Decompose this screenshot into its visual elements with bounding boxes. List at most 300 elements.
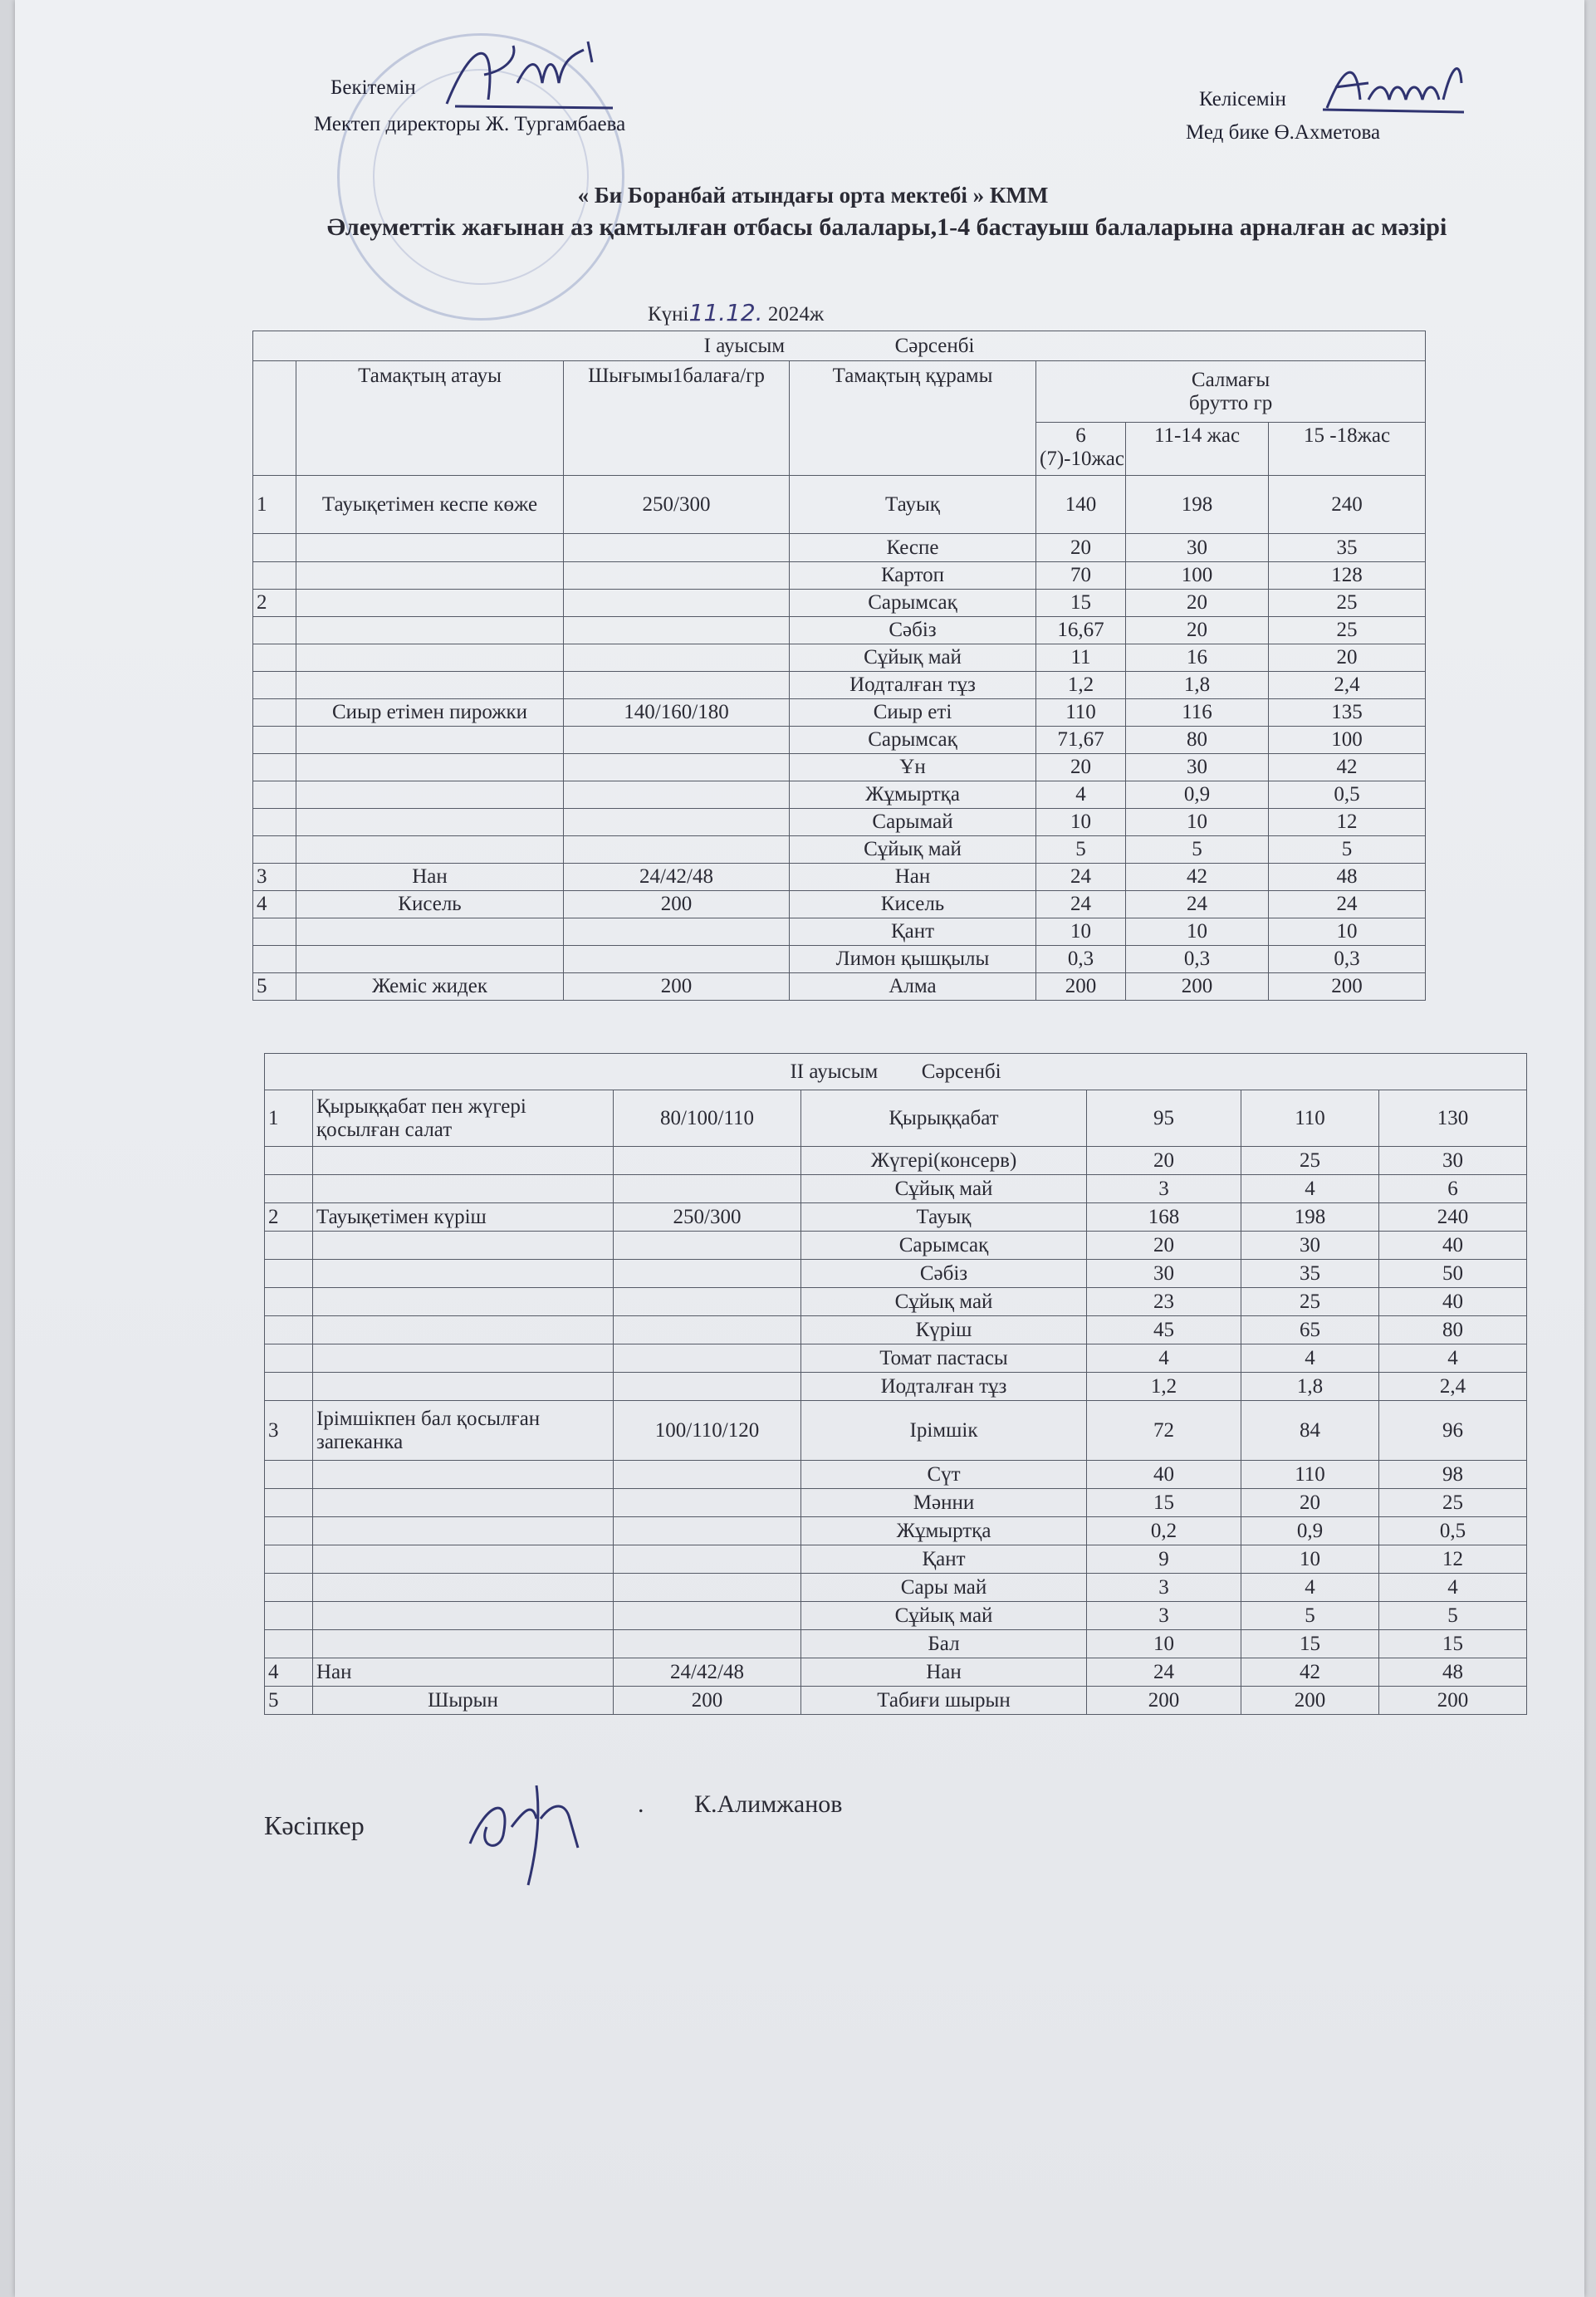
table-row (253, 672, 1426, 699)
cell-name (313, 1461, 614, 1489)
cell-v2: 198 (1241, 1203, 1379, 1232)
cell-yield: 24/42/48 (564, 864, 790, 891)
cell-v3: 40 (1379, 1288, 1527, 1316)
cell-ingredient: Сарымай (790, 809, 1036, 836)
cell-no: 1 (253, 476, 296, 534)
cell-ingredient: Мәнни (801, 1489, 1087, 1517)
table-row (253, 644, 1426, 672)
cell-yield (564, 809, 790, 836)
cell-v3: 240 (1379, 1203, 1527, 1232)
cell-no (265, 1630, 313, 1658)
table-row (265, 1316, 1527, 1344)
cell-name (313, 1260, 614, 1288)
cell-name: Тауықетімен күріш (313, 1203, 614, 1232)
cell-ingredient: Сәбіз (790, 617, 1036, 644)
cell-ingredient: Қант (790, 918, 1036, 946)
cell-name: Кисель (296, 891, 564, 918)
nurse-label: Мед бике Ө.Ахметова (1186, 121, 1381, 144)
cell-yield (614, 1344, 801, 1373)
cell-v2: 4 (1241, 1175, 1379, 1203)
cell-yield (614, 1517, 801, 1545)
cell-no (253, 644, 296, 672)
shift2-label: II ауысым (790, 1060, 879, 1083)
cell-ingredient: Ұн (790, 754, 1036, 781)
cell-v1: 3 (1087, 1175, 1241, 1203)
cell-yield: 100/110/120 (614, 1401, 801, 1461)
cell-v1: 20 (1087, 1147, 1241, 1175)
cell-v1: 1,2 (1087, 1373, 1241, 1401)
table-row (253, 973, 1426, 1001)
cell-v1: 168 (1087, 1203, 1241, 1232)
cell-no (265, 1316, 313, 1344)
cell-v2: 35 (1241, 1260, 1379, 1288)
cell-ingredient: Иодталған тұз (790, 672, 1036, 699)
cell-no: 3 (265, 1401, 313, 1461)
cell-no (265, 1373, 313, 1401)
cell-v3: 12 (1269, 809, 1426, 836)
cell-v1: 24 (1036, 864, 1126, 891)
cell-ingredient: Сары май (801, 1574, 1087, 1602)
cell-v1: 3 (1087, 1602, 1241, 1630)
cell-name (313, 1373, 614, 1401)
table-row (253, 918, 1426, 946)
table-row (265, 1373, 1527, 1401)
cell-yield (564, 754, 790, 781)
cell-no (253, 562, 296, 590)
cell-v2: 0,9 (1126, 781, 1269, 809)
cell-name (313, 1602, 614, 1630)
cell-v3: 96 (1379, 1401, 1527, 1461)
cell-name (313, 1545, 614, 1574)
cell-v3: 128 (1269, 562, 1426, 590)
cell-v1: 24 (1087, 1658, 1241, 1687)
cell-v3: 10 (1269, 918, 1426, 946)
cell-v2: 110 (1241, 1090, 1379, 1147)
table-row (265, 1687, 1527, 1715)
cell-yield: 140/160/180 (564, 699, 790, 727)
cell-yield (614, 1630, 801, 1658)
entrepreneur-label: Кәсіпкер (264, 1810, 365, 1840)
cell-v2: 42 (1126, 864, 1269, 891)
table-row (265, 1260, 1527, 1288)
cell-v1: 23 (1087, 1288, 1241, 1316)
cell-ingredient: Томат пастасы (801, 1344, 1087, 1373)
cell-no: 2 (253, 590, 296, 617)
cell-v1: 10 (1036, 918, 1126, 946)
cell-name: Қырыққабат пен жүгері қосылған салат (313, 1090, 614, 1147)
cell-yield (564, 534, 790, 562)
cell-no (253, 727, 296, 754)
cell-v3: 24 (1269, 891, 1426, 918)
cell-name (296, 617, 564, 644)
cell-v2: 15 (1241, 1630, 1379, 1658)
col-composition-header: Тамақтың құрамы (790, 361, 1036, 476)
cell-name: Нан (296, 864, 564, 891)
cell-v2: 42 (1241, 1658, 1379, 1687)
cell-v3: 12 (1379, 1545, 1527, 1574)
cell-ingredient: Тауық (801, 1203, 1087, 1232)
cell-v3: 200 (1269, 973, 1426, 1001)
cell-ingredient: Картоп (790, 562, 1036, 590)
cell-yield (614, 1260, 801, 1288)
cell-no (253, 946, 296, 973)
cell-yield (614, 1175, 801, 1203)
cell-v3: 6 (1379, 1175, 1527, 1203)
shift2-day: Сәрсенбі (921, 1060, 1001, 1083)
shift1-title-cell (253, 331, 1426, 361)
cell-yield: 24/42/48 (614, 1658, 801, 1687)
cell-v1: 20 (1036, 534, 1126, 562)
cell-v2: 16 (1126, 644, 1269, 672)
cell-v2: 10 (1126, 918, 1269, 946)
cell-v3: 4 (1379, 1344, 1527, 1373)
cell-yield (614, 1545, 801, 1574)
cell-v3: 80 (1379, 1316, 1527, 1344)
cell-v2: 5 (1126, 836, 1269, 864)
cell-v1: 40 (1087, 1461, 1241, 1489)
cell-v3: 20 (1269, 644, 1426, 672)
cell-name (313, 1489, 614, 1517)
cell-name (296, 644, 564, 672)
cell-name: Шырын (313, 1687, 614, 1715)
cell-ingredient: Сиыр еті (790, 699, 1036, 727)
cell-v1: 15 (1087, 1489, 1241, 1517)
cell-name: Нан (313, 1658, 614, 1687)
cell-v1: 110 (1036, 699, 1126, 727)
date-year: 2024ж (767, 303, 825, 326)
table-row (265, 1574, 1527, 1602)
director-label: Мектеп директоры Ж. Тургамбаева (314, 113, 626, 135)
cell-ingredient: Сүт (801, 1461, 1087, 1489)
table-row (265, 1203, 1527, 1232)
cell-name (296, 590, 564, 617)
col-name-header: Тамақтың атауы (296, 361, 564, 476)
cell-no (265, 1489, 313, 1517)
cell-v3: 5 (1379, 1602, 1527, 1630)
cell-v1: 16,67 (1036, 617, 1126, 644)
cell-v2: 116 (1126, 699, 1269, 727)
cell-yield (564, 918, 790, 946)
cell-v3: 130 (1379, 1090, 1527, 1147)
cell-name (296, 836, 564, 864)
cell-ingredient: Ірімшік (801, 1401, 1087, 1461)
cell-no (265, 1574, 313, 1602)
cell-ingredient: Қант (801, 1545, 1087, 1574)
cell-yield (614, 1602, 801, 1630)
table-row (253, 727, 1426, 754)
cell-yield (564, 946, 790, 973)
cell-v2: 5 (1241, 1602, 1379, 1630)
cell-no: 3 (253, 864, 296, 891)
table-row (265, 1602, 1527, 1630)
cell-name (296, 672, 564, 699)
table-row (265, 1630, 1527, 1658)
cell-v2: 30 (1126, 754, 1269, 781)
cell-no (265, 1545, 313, 1574)
cell-v2: 20 (1126, 617, 1269, 644)
cell-ingredient: Табиғи шырын (801, 1687, 1087, 1715)
agree-label: Келісемін (1199, 88, 1286, 110)
cell-name (296, 781, 564, 809)
entrepreneur-name: К.Алимжанов (694, 1790, 843, 1818)
cell-no (253, 754, 296, 781)
cell-name (313, 1517, 614, 1545)
cell-no (253, 672, 296, 699)
cell-name (296, 534, 564, 562)
entrepreneur-signature (453, 1769, 619, 1893)
cell-yield (614, 1316, 801, 1344)
table-row (253, 836, 1426, 864)
cell-no: 1 (265, 1090, 313, 1147)
school-name: « Би Боранбай атындағы орта мектебі » КММ (577, 183, 1049, 208)
cell-ingredient: Жұмыртқа (790, 781, 1036, 809)
cell-v3: 48 (1269, 864, 1426, 891)
cell-ingredient: Бал (801, 1630, 1087, 1658)
cell-no: 5 (253, 973, 296, 1001)
cell-ingredient: Лимон қышқылы (790, 946, 1036, 973)
cell-yield: 80/100/110 (614, 1090, 801, 1147)
cell-yield (614, 1147, 801, 1175)
cell-no (253, 781, 296, 809)
cell-yield (564, 617, 790, 644)
cell-v2: 200 (1126, 973, 1269, 1001)
cell-no (265, 1175, 313, 1203)
table-row (265, 1090, 1527, 1147)
col-yield-header: Шығымы1балаға/гр (564, 361, 790, 476)
cell-no (265, 1260, 313, 1288)
date-prefix: Күні (648, 303, 689, 326)
cell-name (296, 727, 564, 754)
cell-v1: 200 (1087, 1687, 1241, 1715)
cell-no (265, 1517, 313, 1545)
cell-v1: 20 (1087, 1232, 1241, 1260)
cell-v2: 25 (1241, 1147, 1379, 1175)
table-row (265, 1658, 1527, 1687)
cell-v3: 2,4 (1269, 672, 1426, 699)
cell-ingredient: Жүгері(консерв) (801, 1147, 1087, 1175)
cell-no (265, 1344, 313, 1373)
cell-v3: 15 (1379, 1630, 1527, 1658)
cell-no: 5 (265, 1687, 313, 1715)
cell-no (265, 1288, 313, 1316)
shift2-rows (265, 1090, 1527, 1715)
cell-v3: 35 (1269, 534, 1426, 562)
cell-name: Жеміс жидек (296, 973, 564, 1001)
col-age2-header: 11-14 жас (1126, 423, 1269, 476)
shift1-label: I ауысым (703, 334, 786, 357)
cell-no (253, 836, 296, 864)
cell-ingredient: Алма (790, 973, 1036, 1001)
cell-v2: 4 (1241, 1574, 1379, 1602)
cell-yield (564, 781, 790, 809)
cell-yield (564, 590, 790, 617)
cell-v1: 24 (1036, 891, 1126, 918)
cell-ingredient: Сұйық май (801, 1288, 1087, 1316)
cell-v1: 4 (1036, 781, 1126, 809)
cell-yield: 250/300 (564, 476, 790, 534)
table-row (253, 476, 1426, 534)
cell-v3: 135 (1269, 699, 1426, 727)
cell-yield (614, 1489, 801, 1517)
cell-ingredient: Сұйық май (790, 644, 1036, 672)
cell-v3: 25 (1269, 617, 1426, 644)
table-row (253, 809, 1426, 836)
table-row (265, 1288, 1527, 1316)
table-row (265, 1147, 1527, 1175)
cell-v1: 4 (1087, 1344, 1241, 1373)
cell-yield (614, 1373, 801, 1401)
menu-date (648, 299, 824, 326)
cell-ingredient: Иодталған тұз (801, 1373, 1087, 1401)
cell-v1: 95 (1087, 1090, 1241, 1147)
cell-v2: 1,8 (1241, 1373, 1379, 1401)
cell-yield (564, 836, 790, 864)
cell-v2: 84 (1241, 1401, 1379, 1461)
cell-ingredient: Кеспе (790, 534, 1036, 562)
cell-v2: 1,8 (1126, 672, 1269, 699)
cell-v2: 10 (1241, 1545, 1379, 1574)
cell-no (253, 617, 296, 644)
table-row (253, 617, 1426, 644)
cell-v1: 0,2 (1087, 1517, 1241, 1545)
table-row (265, 1489, 1527, 1517)
cell-yield: 200 (564, 973, 790, 1001)
approve-label: Бекітемін (330, 76, 416, 99)
cell-name (313, 1316, 614, 1344)
cell-name (296, 946, 564, 973)
cell-v1: 11 (1036, 644, 1126, 672)
cell-v3: 2,4 (1379, 1373, 1527, 1401)
cell-v3: 5 (1269, 836, 1426, 864)
cell-v1: 20 (1036, 754, 1126, 781)
table-row (253, 590, 1426, 617)
cell-yield (564, 727, 790, 754)
cell-ingredient: Сарымсақ (790, 727, 1036, 754)
cell-v1: 72 (1087, 1401, 1241, 1461)
shift1-rows (253, 476, 1426, 1001)
cell-ingredient: Нан (790, 864, 1036, 891)
cell-v1: 140 (1036, 476, 1126, 534)
col-weight-header: Салмағы брутто гр (1036, 361, 1426, 423)
cell-v2: 20 (1126, 590, 1269, 617)
col-age1-header: 6 (7)-10жас (1036, 423, 1126, 476)
cell-v3: 40 (1379, 1232, 1527, 1260)
cell-ingredient: Тауық (790, 476, 1036, 534)
cell-name (296, 918, 564, 946)
cell-v1: 30 (1087, 1260, 1241, 1288)
cell-v2: 25 (1241, 1288, 1379, 1316)
cell-name (296, 562, 564, 590)
cell-v1: 15 (1036, 590, 1126, 617)
cell-v2: 65 (1241, 1316, 1379, 1344)
cell-yield (564, 672, 790, 699)
shift1-header-row (253, 331, 1426, 361)
cell-v3: 100 (1269, 727, 1426, 754)
cell-yield (614, 1232, 801, 1260)
cell-yield (614, 1574, 801, 1602)
cell-v1: 1,2 (1036, 672, 1126, 699)
cell-v1: 71,67 (1036, 727, 1126, 754)
cell-yield: 200 (564, 891, 790, 918)
table-row (253, 562, 1426, 590)
menu-title: Әлеуметтік жағынан аз қамтылған отбасы балалары,1-4 бастауыш балаларына арналған ас мәзірі (326, 213, 1447, 241)
cell-name (313, 1147, 614, 1175)
cell-name (313, 1574, 614, 1602)
cell-ingredient: Сәбіз (801, 1260, 1087, 1288)
cell-name (313, 1344, 614, 1373)
cell-v3: 0,5 (1379, 1517, 1527, 1545)
cell-v2: 100 (1126, 562, 1269, 590)
cell-ingredient: Сарымсақ (790, 590, 1036, 617)
cell-v2: 20 (1241, 1489, 1379, 1517)
table-row (253, 699, 1426, 727)
column-header-row (253, 361, 1426, 423)
cell-no: 4 (253, 891, 296, 918)
cell-ingredient: Сарымсақ (801, 1232, 1087, 1260)
cell-ingredient: Жұмыртқа (801, 1517, 1087, 1545)
cell-v2: 110 (1241, 1461, 1379, 1489)
cell-ingredient: Қырыққабат (801, 1090, 1087, 1147)
cell-yield (564, 644, 790, 672)
cell-v3: 30 (1379, 1147, 1527, 1175)
col-age3-header: 15 -18жас (1269, 423, 1426, 476)
cell-v1: 0,3 (1036, 946, 1126, 973)
cell-name (296, 809, 564, 836)
cell-no (265, 1232, 313, 1260)
nurse-signature (1319, 50, 1468, 116)
cell-v2: 10 (1126, 809, 1269, 836)
cell-v3: 25 (1379, 1489, 1527, 1517)
cell-ingredient: Күріш (801, 1316, 1087, 1344)
table-row (265, 1344, 1527, 1373)
cell-v2: 0,9 (1241, 1517, 1379, 1545)
document-sheet (15, 0, 1584, 2297)
cell-no (253, 809, 296, 836)
cell-v3: 42 (1269, 754, 1426, 781)
cell-no: 2 (265, 1203, 313, 1232)
cell-v3: 4 (1379, 1574, 1527, 1602)
cell-v1: 3 (1087, 1574, 1241, 1602)
cell-v2: 30 (1126, 534, 1269, 562)
cell-v3: 50 (1379, 1260, 1527, 1288)
director-signature (438, 25, 621, 125)
cell-v1: 200 (1036, 973, 1126, 1001)
cell-yield: 200 (614, 1687, 801, 1715)
cell-no (265, 1602, 313, 1630)
footer-dot: . (638, 1790, 644, 1818)
cell-no (265, 1461, 313, 1489)
cell-ingredient: Сұйық май (801, 1602, 1087, 1630)
cell-name: Сиыр етімен пирожки (296, 699, 564, 727)
table-row (253, 754, 1426, 781)
cell-yield (614, 1461, 801, 1489)
cell-no (253, 534, 296, 562)
cell-v2: 200 (1241, 1687, 1379, 1715)
cell-v3: 48 (1379, 1658, 1527, 1687)
cell-v2: 198 (1126, 476, 1269, 534)
cell-name: Тауықетімен кеспе көже (296, 476, 564, 534)
cell-v2: 0,3 (1126, 946, 1269, 973)
cell-v3: 0,3 (1269, 946, 1426, 973)
cell-v1: 45 (1087, 1316, 1241, 1344)
shift2-title-cell (265, 1054, 1527, 1090)
cell-v2: 4 (1241, 1344, 1379, 1373)
table-row (253, 781, 1426, 809)
cell-v2: 80 (1126, 727, 1269, 754)
table-row (253, 946, 1426, 973)
cell-v3: 200 (1379, 1687, 1527, 1715)
cell-no (265, 1147, 313, 1175)
